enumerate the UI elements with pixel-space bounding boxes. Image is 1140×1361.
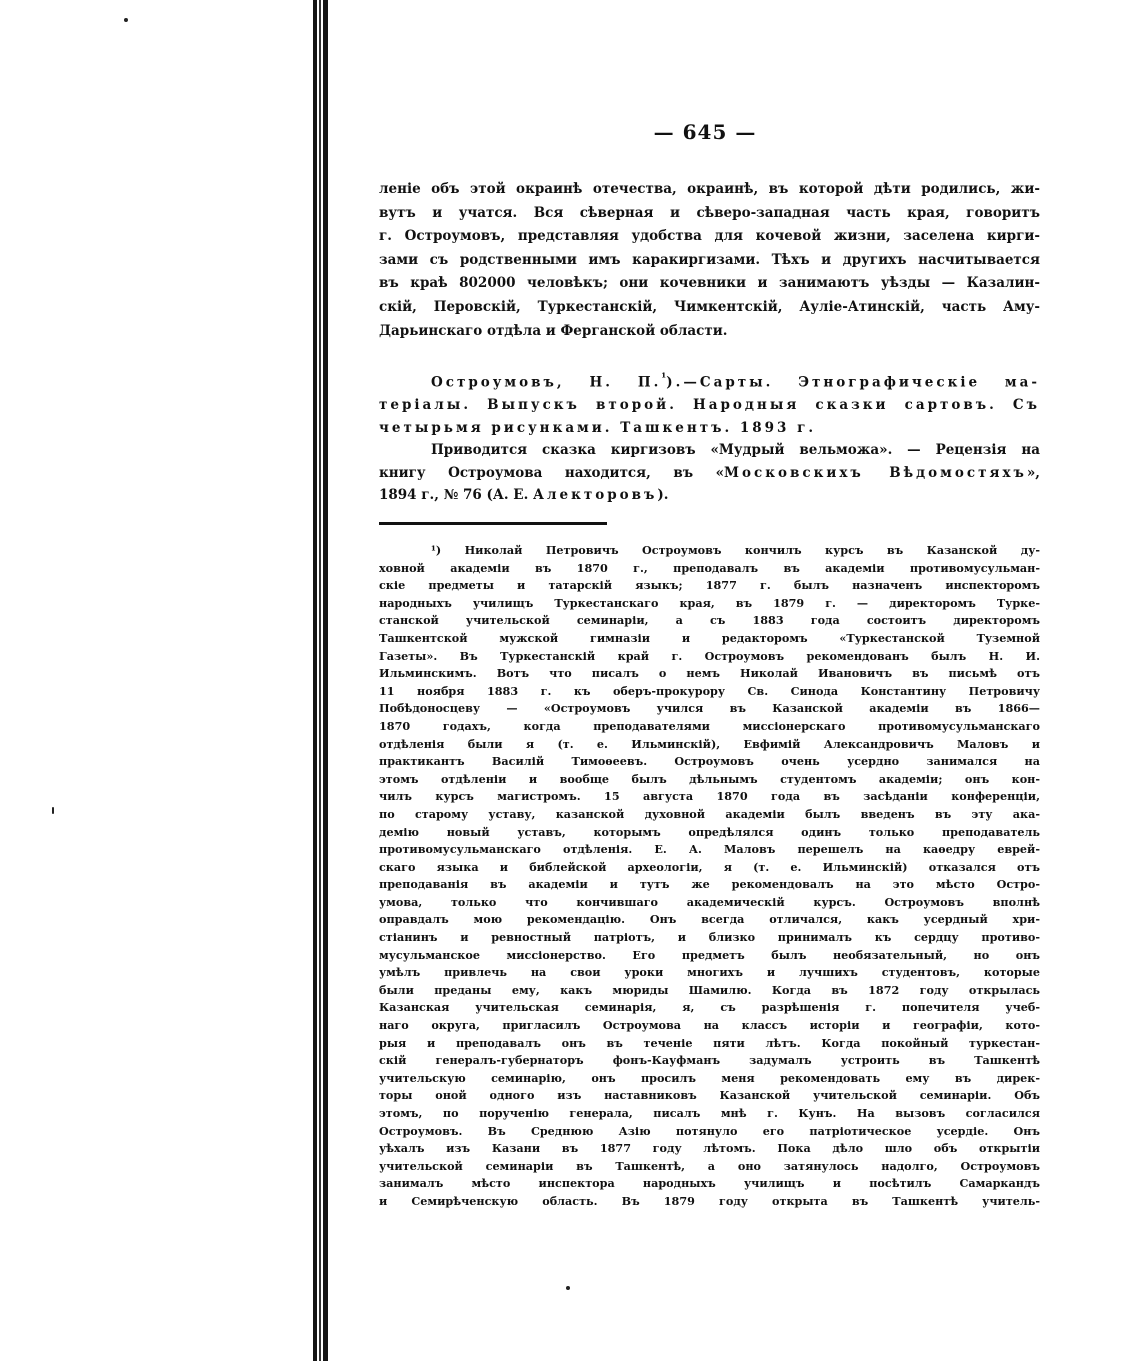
binding-rule-outer [313,0,317,1361]
reviewer-name: Алекторовъ [532,487,658,503]
text-line: скій, Перовскій, Туркестанскій, Чимкентскій, Ауліе-Атинскій, часть Аму- [379,298,1040,315]
footnote-line: ¹) Николай Петровичъ Остроумовъ кончилъ курсъ въ Казанской ду- [431,543,1040,557]
text-line: зами съ родственными имъ каракиргизами. Тѣхъ и другихъ насчитывается [379,251,1040,268]
page-binding-edge [311,0,331,1361]
footnote-line: 11 ноября 1883 г. къ оберъ-прокурору Св. Синода Константину Петровичу [379,683,1040,698]
footnote-line: станской учительской семинаріи, а съ 1883 года состоитъ директоромъ [379,613,1040,628]
footnote-line: и Семирѣченскую область. Въ 1879 году открыта въ Ташкентѣ учитель- [379,1193,1040,1208]
footnote-line: оправдалъ мою рекомендацію. Онъ всегда отличался, какъ усердный хри- [379,912,1040,927]
footnote-line: рыя и преподавалъ онъ въ теченіе пяти лѣтъ. Когда покойный туркестан- [379,1035,1040,1050]
footnote-line: по старому уставу, казанской духовной академіи былъ введенъ въ эту ака- [379,806,1040,821]
footnote-line: Остроумовъ. Въ Среднюю Азію потянуло его патріотическое усердіе. Онъ [379,1123,1040,1138]
footnote-line: наго округа, пригласилъ Остроумова на классъ исторіи и географіи, кото- [379,1018,1040,1033]
text-line: въ краѣ 802000 человѣкъ; они кочевники и занимаютъ уѣзды — Казалин- [379,275,1040,292]
footnote-line: Газеты». Въ Туркестанскій край г. Остроумовъ рекомендованъ былъ Н. И. [379,648,1040,663]
newspaper-title: Московскихъ Вѣдомостяхъ [724,464,1027,481]
bibliography-entry [379,366,1040,507]
text-line: Дарьинскаго отдѣла и Ферганской области. [379,322,728,339]
footnote-line: мусульманское миссіонерство. Его предметъ былъ необязательный, но онъ [379,947,1040,962]
footnote-line: Ташкентской мужской гимназіи и редакторомъ «Туркестанской Туземной [379,630,1040,645]
scan-speck [124,18,128,22]
binding-rule-right [323,0,328,1361]
footnote-line: народныхъ училищъ Туркестанскаго края, въ 1879 г. — директоромъ Турке- [379,595,1040,610]
footnote-line: Ильминскимъ. Вотъ что писалъ о немъ Николай Ивановичъ въ письмѣ отъ [379,666,1040,681]
footnote-line: умова, только что кончившаго академическій курсъ. Остроумовъ вполнѣ [379,894,1040,909]
annotation-line: Приводится сказка киргизовъ «Мудрый вельможа». — Рецензія на [431,442,1040,458]
footnote-line: занималъ мѣсто инспектора народныхъ училищъ и посѣтилъ Самаркандъ [379,1176,1040,1191]
binding-rule-inner [319,0,321,1361]
annotation-line [379,462,1040,485]
main-paragraph [379,178,1040,343]
scan-speck [52,807,54,814]
footnote-line: Побѣдоносцеву — «Остроумовъ учился въ Казанской академіи въ 1866— [379,701,1040,716]
annotation-line [379,484,1040,507]
footnote-line: чилъ курсъ магистромъ. 15 августа 1870 года въ засѣданіи конференціи, [379,789,1040,804]
footnote-line: демію новый уставъ, которымъ опредѣлялся одинъ только преподаватель [379,824,1040,839]
footnote-divider [379,522,607,525]
annotation-text: », [1026,464,1040,481]
biblio-title: ).—Сарты. Этнографическіе ма- [666,374,1041,391]
scan-speck [566,1286,570,1290]
biblio-line [379,366,1040,394]
footnote-line: были преданы ему, какъ мюриды Шамилю. Когда въ 1872 году открылась [379,982,1040,997]
footnote-line: противомусульманскаго отдѣленія. Е. А. Маловъ перешелъ на каѳедру еврей- [379,842,1040,857]
footnote-line: учительскую семинарію, онъ просилъ меня рекомендовать ему въ дирек- [379,1070,1040,1085]
footnote-line: Казанская учительская семинарія, я, съ разрѣшенія г. попечителя учеб- [379,1000,1040,1015]
biblio-author: Остроумовъ, Н. П. [431,374,662,391]
footnote-line: 1870 годахъ, когда преподавателями миссіонерскаго противомусульманскаго [379,718,1040,733]
annotation-text: ). [657,487,669,503]
footnote-line: практикантъ Василій Тимоѳеевъ. Остроумовъ очень усердно занимался на [379,754,1040,769]
text-line: леніе объ этой окраинѣ отечества, окраинѣ, въ которой дѣти родились, жи- [379,181,1040,197]
footnote-line: этомъ, по порученію генерала, писалъ мнѣ г. Кунъ. На вызовъ согласился [379,1106,1040,1120]
footnote-line: ховной академіи въ 1870 г., преподавалъ въ академіи противомусульман- [379,560,1040,575]
annotation-text: книгу Остроумова находится, въ « [379,464,725,481]
footnote-line: скій генералъ-губернаторъ фонъ-Кауфманъ задумалъ устроить въ Ташкентѣ [379,1053,1040,1068]
annotation-text: 1894 г., № 76 (А. Е. [379,487,533,503]
footnote-line: преподаванія въ академіи и тутъ же рекомендовалъ на это мѣсто Остро- [379,877,1040,892]
biblio-line: четырьмя рисунками. Ташкентъ. 1893 г. [379,419,817,436]
biblio-line: теріалы. Выпускъ второй. Народныя сказки сартовъ. Съ [379,397,1040,413]
footnote-line: скаго языка и библейской археологіи, я (т. е. Ильминскій) отказался отъ [379,859,1040,874]
footnote-line: учительской семинаріи въ Ташкентѣ, а оно затянулось надолго, Остроумовъ [379,1158,1040,1173]
footnote-line: этомъ отдѣленіи и вообще былъ дѣльнымъ студентомъ академіи; онъ кон- [379,771,1040,786]
text-line: г. Остроумовъ, представляя удобства для кочевой жизни, заселена кирги- [379,228,1040,245]
footnote-line: скіе предметы и татарскій языкъ; 1877 г. былъ назначенъ инспекторомъ [379,578,1040,593]
footnote [379,542,1040,1211]
footnote-marker: ¹ [661,370,667,384]
text-line: вутъ и учатся. Вся сѣверная и сѣверо-западная часть края, говоритъ [379,204,1040,221]
footnote-line: уѣхалъ изъ Казани въ 1877 году лѣтомъ. Пока дѣло шло объ открытіи [379,1141,1040,1156]
footnote-line: умѣлъ привлечь на свои уроки многихъ и лучшихъ студентовъ, которые [379,965,1040,980]
footnote-line: стіанинъ и ревностный патріотъ, и близко принималъ къ сердцу противо- [379,930,1040,945]
footnote-line: торы оной одного изъ наставниковъ Казанской учительской семинаріи. Объ [379,1088,1040,1103]
page-number: — 645 — [653,120,757,144]
footnote-line: отдѣленія были я (т. е. Ильминскій), Евфимій Александровичъ Маловъ и [379,736,1040,751]
